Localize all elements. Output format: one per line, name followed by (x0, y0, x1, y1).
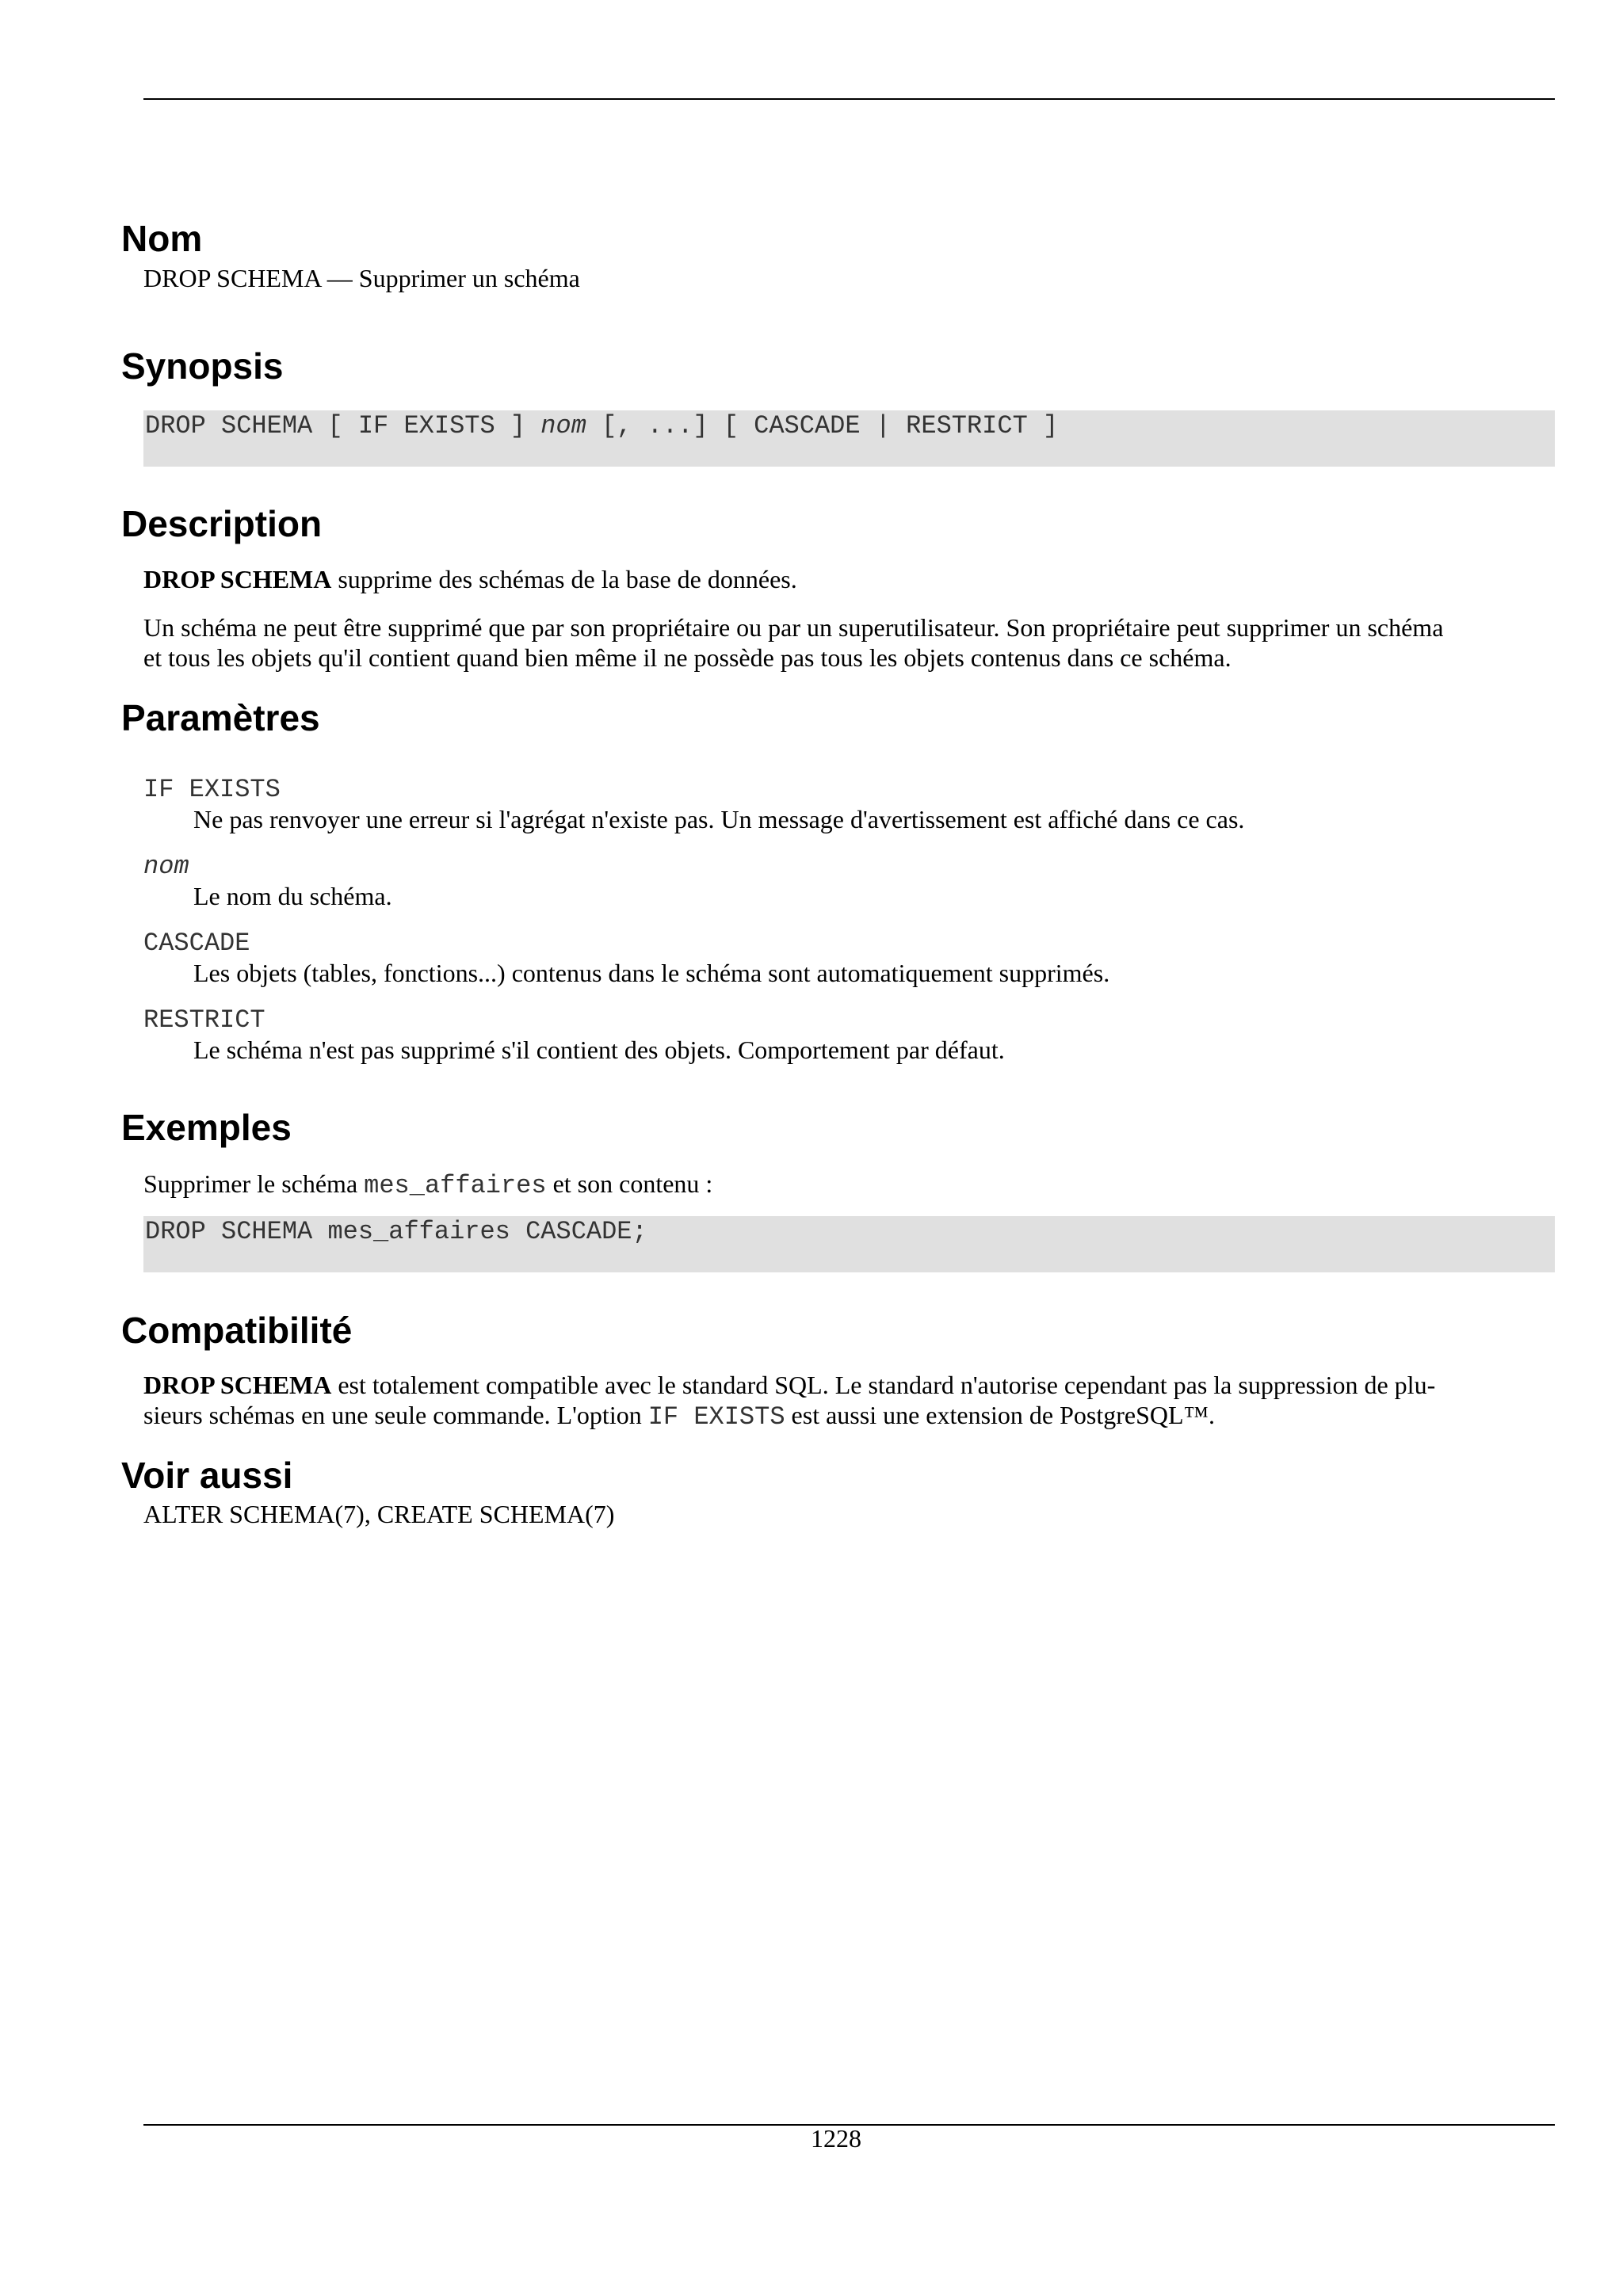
compatibilite-line2 (143, 1400, 1215, 1432)
synopsis-code-param: nom (540, 411, 586, 441)
voir-aussi-links[interactable]: ALTER SCHEMA(7), CREATE SCHEMA(7) (143, 1500, 615, 1528)
param-term: nom (143, 852, 189, 881)
param-desc: Le nom du schéma. (193, 882, 392, 910)
param-desc: Les objets (tables, fonctions...) contenus dans le schéma sont automatiquement supprimés. (193, 959, 1110, 987)
compatibilite-l2-before: sieurs schémas en une seule commande. L'option (143, 1401, 648, 1429)
page-number: 1228 (811, 2124, 861, 2153)
compatibilite-l2-code: IF EXISTS (647, 1402, 785, 1432)
param-term: IF EXISTS (143, 775, 281, 804)
param-term: CASCADE (143, 929, 250, 958)
synopsis-code-block (143, 410, 1555, 467)
param-desc: Le schéma n'est pas supprimé s'il contient des objets. Comportement par défaut. (193, 1035, 1005, 1064)
nom-text: DROP SCHEMA — Supprimer un schéma (143, 264, 580, 292)
exemples-intro-before: Supprimer le schéma (143, 1169, 365, 1198)
compatibilite-line1 (143, 1370, 1435, 1400)
param-term: RESTRICT (143, 1005, 265, 1035)
synopsis-code-suffix: [, ...] [ CASCADE | RESTRICT ] (586, 411, 1059, 441)
exemples-intro (143, 1169, 712, 1201)
description-p2-line1: Un schéma ne peut être supprimé que par son propriétaire ou par un superutilisateur. Son propriétaire peut supprimer un schéma (143, 613, 1444, 642)
example-code-block: DROP SCHEMA mes_affaires CASCADE; (143, 1216, 1555, 1272)
description-paragraph-1 (143, 564, 797, 594)
param-desc: Ne pas renvoyer une erreur si l'agrégat n'existe pas. Un message d'avertissement est affiché dans ce cas. (193, 805, 1245, 833)
heading-compatibilite: Compatibilité (121, 1310, 353, 1351)
header-rule (143, 98, 1555, 100)
heading-synopsis: Synopsis (121, 345, 284, 387)
heading-voir-aussi: Voir aussi (121, 1455, 293, 1496)
description-p2-line2: et tous les objets qu'il contient quand bien même il ne possède pas tous les objets contenus dans ce schéma. (143, 643, 1232, 672)
compatibilite-l2-after: est aussi une extension de PostgreSQL™. (785, 1401, 1215, 1429)
compatibilite-l1-rest: est totalement compatible avec le standard SQL. Le standard n'autorise cependant pas la suppression de plu- (331, 1371, 1436, 1399)
exemples-intro-after: et son contenu : (546, 1169, 713, 1198)
exemples-intro-code: mes_affaires (364, 1171, 547, 1200)
heading-nom: Nom (121, 218, 203, 259)
heading-description: Description (121, 503, 323, 544)
description-command: DROP SCHEMA (143, 565, 332, 593)
heading-parametres: Paramètres (121, 697, 320, 738)
description-p1-rest: supprime des schémas de la base de données. (331, 565, 797, 593)
compatibilite-command: DROP SCHEMA (143, 1371, 332, 1399)
heading-exemples: Exemples (121, 1107, 292, 1148)
synopsis-code-prefix: DROP SCHEMA [ IF EXISTS ] (145, 411, 541, 441)
